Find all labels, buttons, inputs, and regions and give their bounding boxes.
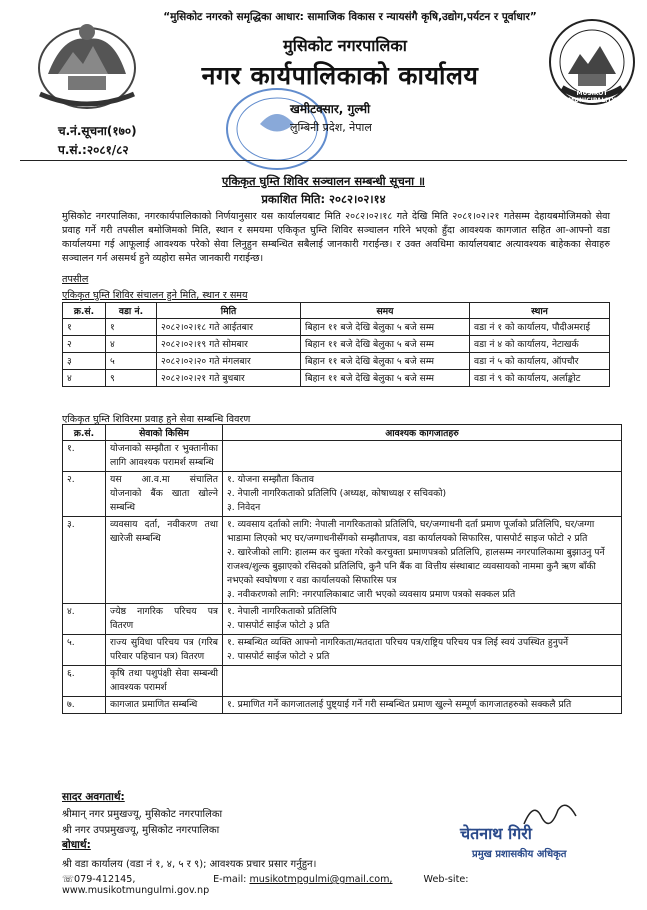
copy-heading: सादर अवगतार्थ: [62, 791, 125, 803]
table-row [63, 336, 610, 353]
service-type: व्यवसाय दर्ता, नवीकरण तथा खारेजी सम्बन्धि [106, 517, 223, 604]
table-cell: ३ [63, 353, 106, 370]
table-cell: २०८२।०२।१८ गते आईतबार [157, 319, 301, 336]
required-documents [223, 604, 622, 635]
municipality-logo-text: MUSIKOT MUNICIPALITY [568, 90, 616, 104]
table-cell: २०८२।०२।१९ गते सोमबार [157, 336, 301, 353]
website-label: Web-site: [423, 874, 469, 885]
table-cell: बिहान ११ बजे देखि बेलुका ५ बजे सम्म [301, 319, 470, 336]
required-documents [223, 472, 622, 517]
document-item: १. व्यवसाय दर्ताको लागि: नेपाली नागरिकताको प्रतिलिपि, घर/जग्गाधनी दर्ता प्रमाण पूर्जाको प्रतिलिपि, घर/जग्गा भाडामा लिएको भए घर/जग्गाधनीसँगको सम्झौतापत्र, वडा कार्यालयको सिफारिस, पासपोर्ट साइज फोटो २ प्रति [227, 519, 595, 544]
document-item: १. नेपाली नागरिकताको प्रतिलिपि [227, 606, 337, 617]
email-label: E-mail: [213, 874, 247, 885]
table-cell: ४ [63, 370, 106, 387]
table-cell: २०८२।०२।२० गते मंगलबार [157, 353, 301, 370]
schedule-table [62, 302, 610, 387]
document-item: १. प्रमाणित गर्ने कागजातलाई पुष्ट्याई गर्ने गरी सम्बन्धित प्रमाण खुल्ने सम्पूर्ण कागजातहरुको सक्कलै प्रति [227, 699, 572, 710]
phone-number: ☏079-412145, [62, 874, 136, 885]
services-table [62, 424, 622, 714]
municipality-name: मुसिकोट नगरपालिका [283, 36, 407, 55]
required-documents [223, 517, 622, 604]
required-documents [223, 697, 622, 714]
schedule-header-cell: स्थान [470, 303, 610, 319]
details-label: तपसील [62, 274, 89, 285]
service-type: राज्य सुविधा परिचय पत्र (गरिब परिवार पहिचान पत्र) वितरण [106, 635, 223, 666]
published-date: प्रकाशित मिति: २०८२।०२।१४ [261, 192, 386, 206]
table-row [63, 697, 622, 714]
table-row [63, 666, 622, 697]
table-cell: ५ [106, 353, 157, 370]
copy-recipient-1: श्रीमान् नगर प्रमुखज्यू, मुसिकोट नगरपालिका [62, 809, 223, 820]
copy-recipient-2: श्री नगर उपप्रमुखज्यू, मुसिकोट नगरपालिका [62, 825, 220, 836]
document-item: ३. निवेदन [227, 502, 261, 513]
table-cell: वडा नं ५ को कार्यालय, ऑपचौर [470, 353, 610, 370]
table-cell: १ [106, 319, 157, 336]
document-item: ३. नवीकरणको लागि: नगरपालिकाबाट जारी भएको व्यवसाय प्रमाण पत्रको सक्कल प्रति [227, 589, 516, 600]
service-number: २. [63, 472, 106, 517]
table-cell: ४ [106, 336, 157, 353]
document-item: १. योजना सम्झौता किताव [227, 474, 314, 485]
schedule-caption: एकिकृत घुम्ति शिविर संचालन हुने मिति, स्थान र समय [62, 290, 248, 301]
document-item: २. नेपाली नागरिकताको प्रतिलिपि (अध्यक्ष, कोषाध्यक्ष र सचिवको) [227, 488, 447, 499]
table-cell: बिहान ११ बजे देखि बेलुका ५ बजे सम्म [301, 336, 470, 353]
services-header-cell: आवश्यक कागजातहरु [223, 425, 622, 441]
header-divider [20, 160, 627, 161]
services-header-row [63, 425, 622, 441]
service-type: कागजात प्रमाणित सम्बन्धि [106, 697, 223, 714]
signatory-name: चेतनाथ गिरी [460, 824, 532, 843]
service-number: ३. [63, 517, 106, 604]
table-row [63, 319, 610, 336]
nepal-emblem-logo [28, 14, 146, 114]
required-documents [223, 666, 622, 697]
table-row [63, 517, 622, 604]
table-cell: बिहान ११ बजे देखि बेलुका ५ बजे सम्म [301, 353, 470, 370]
schedule-header-cell: वडा नं. [106, 303, 157, 319]
table-row [63, 441, 622, 472]
schedule-header-row [63, 303, 610, 319]
services-header-cell: क्र.सं. [63, 425, 106, 441]
reference-number: च.नं.सूचना(१७०) [58, 124, 137, 138]
document-item: २. पासपोर्ट साईज फोटो २ प्रति [227, 651, 330, 662]
address-line-2: लुम्बिनी प्रदेश, नेपाल [290, 121, 372, 134]
address-line-1: खमीटक्सार, गुल्मी [290, 102, 371, 116]
table-row [63, 353, 610, 370]
notice-paragraph: मुसिकोट नगरपालिका, नगरकार्यपालिकाको निर्णयानुसार यस कार्यालयबाट मिति २०८२।०२।१८ गते देखि मिति २०८१।०२।२१ गतेसम्म देहायबमोजिमको सेवा प्रवाह गर्ने गरी तपसील बमोजिमको मिति, स्थान र समयमा एकिकृत घुम्ति शिविर सञ्चालन गरिने भएको हुँदा आवश्यक कागजात सहित आ-आफ्नो वडा कार्यालयमा गई आफूलाई आवश्यक परेको सेवा लिनुहुन सम्बन्धित सबैलाई जानकारी गराईन्छ। र उक्त अवधिमा कार्यालयबाट अत्यावश्यक बाहेकका सेवाहरु सञ्चालन गर्न असमर्थ हुने व्यहोरा समेत जानकारी गराईन्छ। [62, 211, 610, 264]
service-number: ६. [63, 666, 106, 697]
document-item: २. पासपोर्ट साईज फोटो ३ प्रति [227, 620, 330, 631]
document-item: २. खारेजीको लागि: हालम्म कर चुक्ता गरेको करचुक्ता प्रमाणपत्रको प्रतिलिपि, हालसम्म नगरपालिकामा बुझाउनु पर्ने राजश्व/शुल्क बुझाएको रसिदको प्रतिलिपि, कुनै पनि बैंक वा वित्तीय संस्थाबाट व्यवसायको नाममा कुनै ऋण बाँकी नभएको स्वघोषणा र वडा कार्यालयको सिफारिस पत्र [227, 547, 605, 586]
document-item: १. सम्बन्धित व्यक्ति आफ्नो नागरिकता/मतदाता परिचय पत्र/राष्ट्रिय परिचय पत्र लिई स्वयं उपस्थित हुनुपर्ने [227, 637, 569, 648]
table-row [63, 604, 622, 635]
table-cell: २ [63, 336, 106, 353]
services-caption: एकिकृत घुम्ति शिविरमा प्रवाह हुने सेवा सम्बन्धि विवरण [62, 414, 251, 425]
service-number: ७. [63, 697, 106, 714]
table-cell: वडा नं ४ को कार्यालय, नेटाखर्क [470, 336, 610, 353]
schedule-header-cell: समय [301, 303, 470, 319]
schedule-header-cell: क्र.सं. [63, 303, 106, 319]
table-cell: १ [63, 319, 106, 336]
table-cell: ९ [106, 370, 157, 387]
contact-line [62, 874, 602, 896]
service-number: ५. [63, 635, 106, 666]
service-type: यस आ.व.मा संचालित योजनाको बैंक खाता खोल्ने सम्बन्धि [106, 472, 223, 517]
service-number: ४. [63, 604, 106, 635]
table-cell: बिहान ११ बजे देखि बेलुका ५ बजे सम्म [301, 370, 470, 387]
table-row [63, 472, 622, 517]
table-row [63, 370, 610, 387]
notice-subject: एकिकृत घुम्ति शिविर सञ्चालन सम्बन्धी सूचना ॥ [222, 174, 425, 188]
info-heading: बोधार्थ: [62, 839, 91, 851]
table-cell: वडा नं १ को कार्यालय, पौदीअमराई [470, 319, 610, 336]
table-row [63, 635, 622, 666]
website-link[interactable]: www.musikotmungulmi.gov.np [62, 885, 210, 896]
email-link[interactable]: musikotmpgulmi@gmail.com, [249, 874, 393, 885]
table-cell: २०८२।०२।२१ गते बुधबार [157, 370, 301, 387]
service-type: कृषि तथा पशुपंक्षी सेवा सम्बन्धी आवश्यक परामर्श [106, 666, 223, 697]
required-documents [223, 441, 622, 472]
table-cell: वडा नं ९ को कार्यालय, अर्लाङ्कोट [470, 370, 610, 387]
office-name: नगर कार्यपालिकाको कार्यालय [201, 61, 479, 90]
info-recipient-1: श्री वडा कार्यालय (वडा नं १, ४, ५ र ९); आवश्यक प्रचार प्रसार गर्नुहुन। [62, 859, 317, 870]
services-header-cell: सेवाको किसिम [106, 425, 223, 441]
service-type: योजनाको सम्झौता र भुक्तानीका लागि आवश्यक परामर्श सम्बन्धि [106, 441, 223, 472]
slogan: “मुसिकोट नगरको समृद्धिका आधार: सामाजिक विकास र न्यायसंगै कृषि,उद्योग,पर्यटन र पूर्वाधार” [163, 11, 537, 23]
service-type: ज्येष्ठ नागरिक परिचय पत्र वितरण [106, 604, 223, 635]
schedule-header-cell: मिति [157, 303, 301, 319]
signatory-title: प्रमुख प्रशासकीय अधिकृत [472, 849, 567, 860]
required-documents [223, 635, 622, 666]
letter-number: प.सं.:२०८१/८२ [58, 143, 129, 157]
service-number: १. [63, 441, 106, 472]
